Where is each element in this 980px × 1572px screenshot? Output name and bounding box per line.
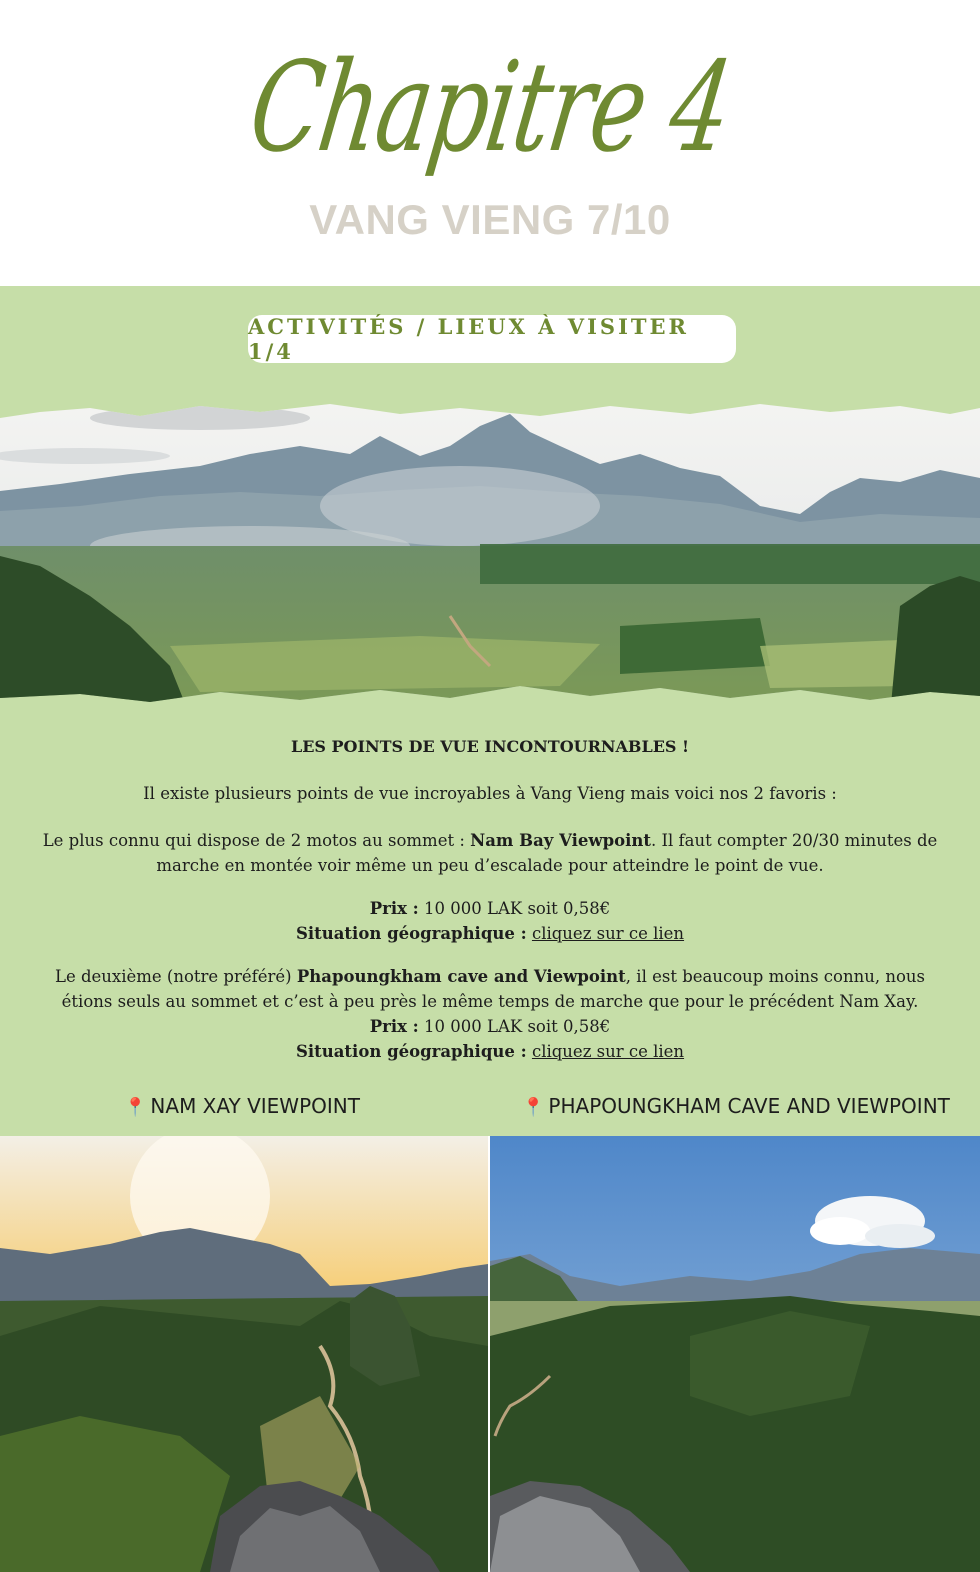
content-panel [0, 286, 980, 1136]
second-location-link[interactable]: cliquez sur ce lien [531, 1042, 685, 1061]
first-price-value: 10 000 LAK soit 0,58€ [418, 899, 611, 918]
second-text-before: Le deuxième (notre préféré) [54, 967, 297, 986]
first-price-label: Prix : [369, 899, 419, 918]
map-pin-icon: 📍 [124, 1097, 147, 1118]
first-location-link[interactable]: cliquez sur ce lien [531, 924, 685, 943]
first-text-before: Le plus connu qui dispose de 2 motos au sommet : [42, 831, 471, 850]
second-viewpoint-name: Phapoungkham cave and Viewpoint [296, 967, 626, 986]
article-text [40, 734, 940, 1064]
caption-right-label: PHAPOUNGKHAM CAVE AND VIEWPOINT [548, 1094, 950, 1118]
caption-nam-xay [124, 1094, 360, 1118]
nam-xay-photo [0, 1136, 488, 1572]
second-viewpoint-paragraph [40, 964, 940, 1014]
chapter-subtitle: VANG VIENG 7/10 [309, 196, 671, 243]
caption-left-label: NAM XAY VIEWPOINT [150, 1094, 360, 1118]
second-price-line [40, 1014, 940, 1039]
second-price-value: 10 000 LAK soit 0,58€ [418, 1017, 611, 1036]
intro-paragraph: Il existe plusieurs points de vue incroyables à Vang Vieng mais voici nos 2 favoris : [143, 784, 837, 803]
second-price-label: Prix : [369, 1017, 419, 1036]
second-location-label: Situation géographique : [295, 1042, 527, 1061]
section-badge-label: ACTIVITÉS / LIEUX À VISITER 1/4 [248, 314, 689, 364]
first-location-label: Situation géographique : [295, 924, 527, 943]
section-badge [248, 315, 736, 363]
first-location-line [40, 921, 940, 946]
section-heading: LES POINTS DE VUE INCONTOURNABLES ! [290, 737, 690, 756]
header [0, 0, 980, 286]
first-price-line [40, 896, 940, 921]
valley-banner-image [0, 396, 980, 716]
first-text-after: . Il faut compter 20/30 minutes de marche en montée voir même un peu d’escalade pour atteindre le point de vue. [156, 831, 938, 875]
first-viewpoint-name: Nam Bay Viewpoint [470, 831, 651, 850]
second-location-line [40, 1039, 940, 1064]
map-pin-icon: 📍 [522, 1097, 545, 1118]
caption-phapoungkham [522, 1094, 950, 1118]
chapter-title: Chapitre 4 [241, 35, 739, 180]
first-viewpoint-paragraph [40, 828, 940, 878]
phapoungkham-photo [490, 1136, 980, 1572]
second-text-after: , il est beaucoup moins connu, nous étions seuls au sommet et c’est à peu près le même temps de marche que pour le précédent Nam Xay. [61, 967, 925, 1011]
